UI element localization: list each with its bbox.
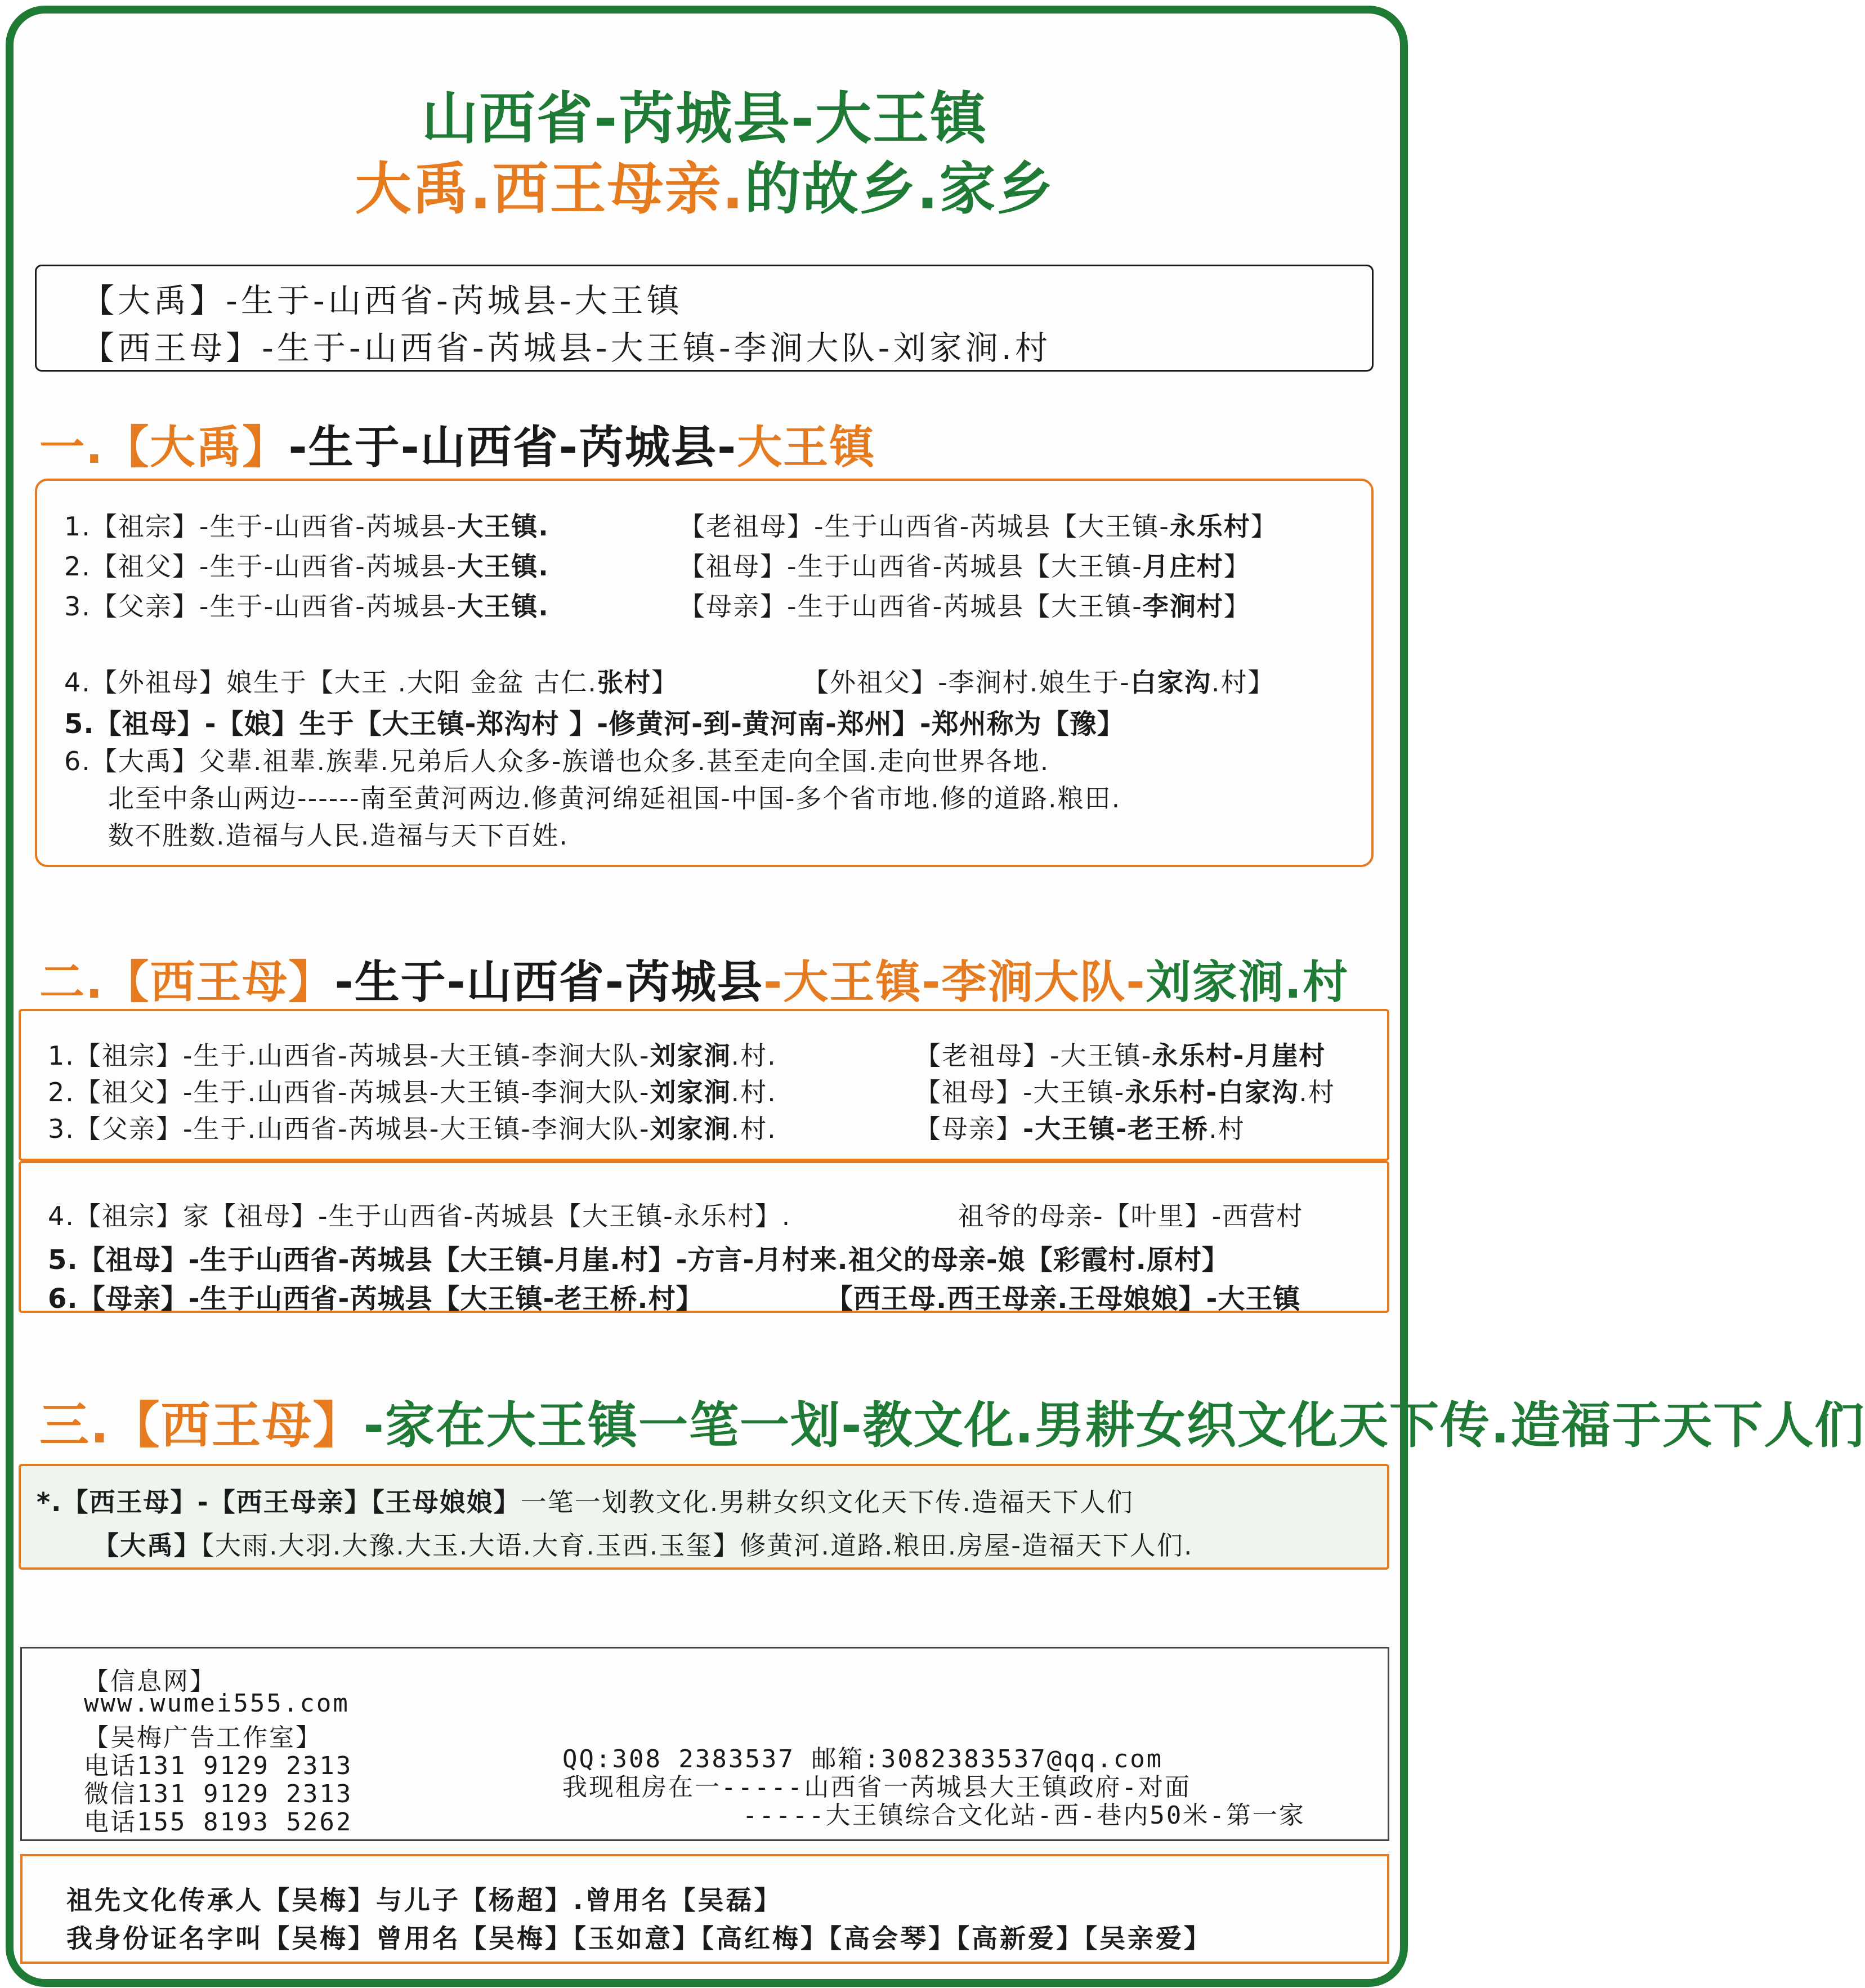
info-address-2: -----大王镇综合文化站-西-巷内50米-第一家 — [743, 1801, 1305, 1830]
bottom-line-1: 祖先文化传承人【吴梅】与儿子【杨超】.曾用名【吴磊】 — [66, 1885, 782, 1915]
s1-row3-left — [64, 586, 549, 623]
s2-row1-left-bold: 刘家涧 — [650, 1040, 731, 1071]
bottom-box — [20, 1854, 1389, 1964]
s3-line1-bold: *.【西王母】-【西王母亲】【王母娘娘】 — [37, 1487, 521, 1517]
s2-row2-right-text: 【祖母】-大王镇- — [915, 1077, 1125, 1107]
info-left-3: 【吴梅广告工作室】 — [84, 1723, 322, 1752]
s2-row1-left-end: .村. — [731, 1040, 777, 1071]
section3-num: 三. — [39, 1396, 110, 1454]
s2-row5: 5.【祖母】-生于山西省-芮城县【大王镇-月崖.村】-方言-月村来.祖父的母亲-娘【彩霞村.原村】 — [48, 1244, 1229, 1276]
s1-row6-line1: 6.【大禹】父辈.祖辈.族辈.兄弟后人众多-族谱也众多.甚至走向全国.走向世界各地. — [64, 746, 1050, 776]
page-title: 山西省-芮城县-大王镇 — [421, 86, 987, 151]
s2-row3-left-bold: 刘家涧 — [650, 1114, 731, 1144]
s1-row1-right-bold: 永乐村 — [1169, 511, 1251, 542]
s1-row2-right-bold: 月庄村 — [1142, 551, 1224, 582]
section3-name: 【西王母】 — [110, 1396, 364, 1454]
s1-row3-right — [679, 586, 1251, 623]
s2-row3-right-text: 【母亲】 — [915, 1114, 1023, 1144]
s3-line2-text: 【大雨.大羽.大豫.大玉.大语.大育.玉西.玉玺】修黄河.道路.粮田.房屋-造福天下人们. — [201, 1530, 1193, 1561]
s2-row2-right-end: .村 — [1299, 1077, 1335, 1107]
section3-heading — [39, 1386, 1865, 1457]
s2-row3-right-end: .村 — [1209, 1114, 1245, 1144]
s1-row3-left-bold: 大王镇. — [457, 591, 549, 622]
s2-row3-left-text: 3.【父亲】-生于.山西省-芮城县-大王镇-李涧大队- — [48, 1114, 650, 1144]
s1-row4-right-end: .村】 — [1211, 667, 1275, 698]
s1-row3-right-text: 【母亲】-生于山西省-芮城县【大王镇- — [679, 591, 1143, 622]
section3-rest: -家在大王镇一笔一划-教文化.男耕女织文化天下传.造福于天下人们 — [363, 1396, 1865, 1454]
s1-row1-left-text: 1.【祖宗】-生于-山西省-芮城县- — [64, 511, 458, 542]
s2-row2-left-bold: 刘家涧 — [650, 1077, 731, 1107]
intro-line-1: 【大禹】-生于-山西省-芮城县-大王镇 — [82, 282, 683, 320]
section1-heading — [39, 411, 875, 476]
intro-box — [35, 265, 1374, 372]
s2-row2-left — [48, 1072, 777, 1109]
s1-row2-right-text: 【祖母】-生于山西省-芮城县【大王镇- — [679, 551, 1143, 582]
s2-row6-right: 【西王母.西王母亲.王母娘娘】-大王镇 — [826, 1283, 1301, 1315]
s1-row2-left — [64, 546, 549, 583]
section2-box-b — [19, 1161, 1389, 1313]
s1-row2-right — [679, 546, 1251, 583]
s2-row1-right-text: 【老祖母】-大王镇- — [915, 1040, 1152, 1071]
page-subtitle — [0, 144, 1409, 225]
s1-row1-left-bold: 大王镇. — [457, 511, 549, 542]
s2-row3-right — [915, 1109, 1245, 1146]
s1-row5: 5.【祖母】-【娘】生于【大王镇-郑沟村 】-修黄河-到-黄河南-郑州】-郑州称为【豫】 — [64, 708, 1125, 740]
s2-row3-left — [48, 1109, 777, 1146]
intro-line-2: 【西王母】-生于-山西省-芮城县-大王镇-李涧大队-刘家涧.村 — [82, 329, 1052, 367]
s2-row3-right-bold: -大王镇-老王桥 — [1023, 1114, 1209, 1144]
s2-row1-right — [915, 1035, 1326, 1073]
bottom-line-2: 我身份证名字叫【吴梅】曾用名【吴梅】【玉如意】【高红梅】【高会琴】【高新爱】【吴亲爱】 — [66, 1923, 1212, 1954]
s2-row4-right: 祖爷的母亲-【叶里】-西营村 — [958, 1201, 1304, 1231]
s3-line2-bold: 【大禹】 — [93, 1530, 201, 1561]
info-phone-1: 电话131 9129 2313 — [84, 1752, 353, 1780]
section2-name: 【西王母】 — [104, 956, 335, 1008]
s1-row1-right-text: 【老祖母】-生于山西省-芮城县【大王镇- — [679, 511, 1170, 542]
s3-line1-text: 一笔一划教文化.男耕女织文化天下传.造福天下人们 — [520, 1487, 1134, 1517]
s1-row4-left-bold: 张村 — [597, 667, 651, 698]
s1-row3-right-end: 】 — [1223, 591, 1251, 622]
s2-row2-left-text: 2.【祖父】-生于.山西省-芮城县-大王镇-李涧大队- — [48, 1077, 650, 1107]
s1-row2-right-end: 】 — [1223, 551, 1251, 582]
section2-num: 二. — [39, 956, 104, 1008]
s2-row4-left: 4.【祖宗】家【祖母】-生于山西省-芮城县【大王镇-永乐村】. — [48, 1201, 791, 1231]
s2-row6-left: 6.【母亲】-生于山西省-芮城县【大王镇-老王桥.村】 — [48, 1283, 704, 1315]
s1-row2-left-text: 2.【祖父】-生于-山西省-芮城县- — [64, 551, 458, 582]
section2-mid: -生于-山西省-芮城县 — [334, 956, 763, 1008]
s1-row2-left-bold: 大王镇. — [457, 551, 549, 582]
s1-row4-left-text: 4.【外祖母】娘生于【大王 .大阳 金盆 古仁. — [64, 667, 597, 698]
s1-row4-right — [803, 662, 1274, 699]
s2-row1-right-bold: 永乐村-月崖村 — [1152, 1040, 1326, 1071]
s1-row3-left-text: 3.【父亲】-生于-山西省-芮城县- — [64, 591, 458, 622]
subtitle-part-orange: 大禹.西王母亲. — [355, 156, 745, 222]
s3-line1 — [37, 1482, 1134, 1519]
s1-row4-left-end: 】 — [651, 667, 678, 698]
info-website[interactable]: www.wumei555.com — [84, 1689, 350, 1718]
section3-box — [19, 1464, 1389, 1570]
s2-row1-left-text: 1.【祖宗】-生于.山西省-芮城县-大王镇-李涧大队- — [48, 1040, 650, 1071]
s2-row2-right — [915, 1072, 1335, 1109]
s1-row4-right-text: 【外祖父】-李涧村.娘生于- — [803, 667, 1130, 698]
s1-row1-right — [679, 506, 1278, 543]
info-phone-2: 电话155 8193 5262 — [84, 1808, 353, 1837]
info-address-1: 我现租房在一-----山西省一芮城县大王镇政府-对面 — [562, 1773, 1191, 1802]
section1-box — [35, 479, 1374, 867]
s1-row3-right-bold: 李涧村 — [1142, 591, 1224, 622]
info-wechat: 微信131 9129 2313 — [84, 1780, 353, 1808]
section2-box-a — [19, 1009, 1389, 1161]
contact-info-box — [20, 1647, 1389, 1841]
section1-name: 【大禹】 — [104, 421, 289, 473]
section1-mid: -生于-山西省-芮城县- — [288, 421, 737, 473]
s1-row4-left — [64, 662, 678, 699]
s2-row1-left — [48, 1035, 777, 1073]
section2-heading — [39, 946, 1349, 1011]
section2-end2: 刘家涧.村 — [1146, 956, 1349, 1008]
section1-num: 一. — [39, 421, 104, 473]
s1-row1-right-end: 】 — [1250, 511, 1278, 542]
s2-row3-left-end: .村. — [731, 1114, 777, 1144]
subtitle-part-green: 的故乡.家乡 — [744, 156, 1054, 222]
info-qq-email: QQ:308 2383537 邮箱:3082383537@qq.com — [562, 1745, 1164, 1773]
s1-row6-line3: 数不胜数.造福与人民.造福与天下百姓. — [108, 820, 569, 851]
section2-end1: -大王镇-李涧大队- — [763, 956, 1146, 1008]
section1-end: 大王镇 — [737, 421, 876, 473]
s1-row4-right-bold: 白家沟 — [1130, 667, 1211, 698]
s3-line2 — [93, 1525, 1193, 1562]
s2-row2-left-end: .村. — [731, 1077, 777, 1107]
s2-row2-right-bold: 永乐村-白家沟 — [1125, 1077, 1299, 1107]
s1-row1-left — [64, 506, 549, 543]
s1-row6-line2: 北至中条山两边------南至黄河两边.修黄河绵延祖国-中国-多个省市地.修的道路.粮田. — [108, 783, 1121, 814]
info-left-1: 【信息网】 — [84, 1667, 216, 1696]
